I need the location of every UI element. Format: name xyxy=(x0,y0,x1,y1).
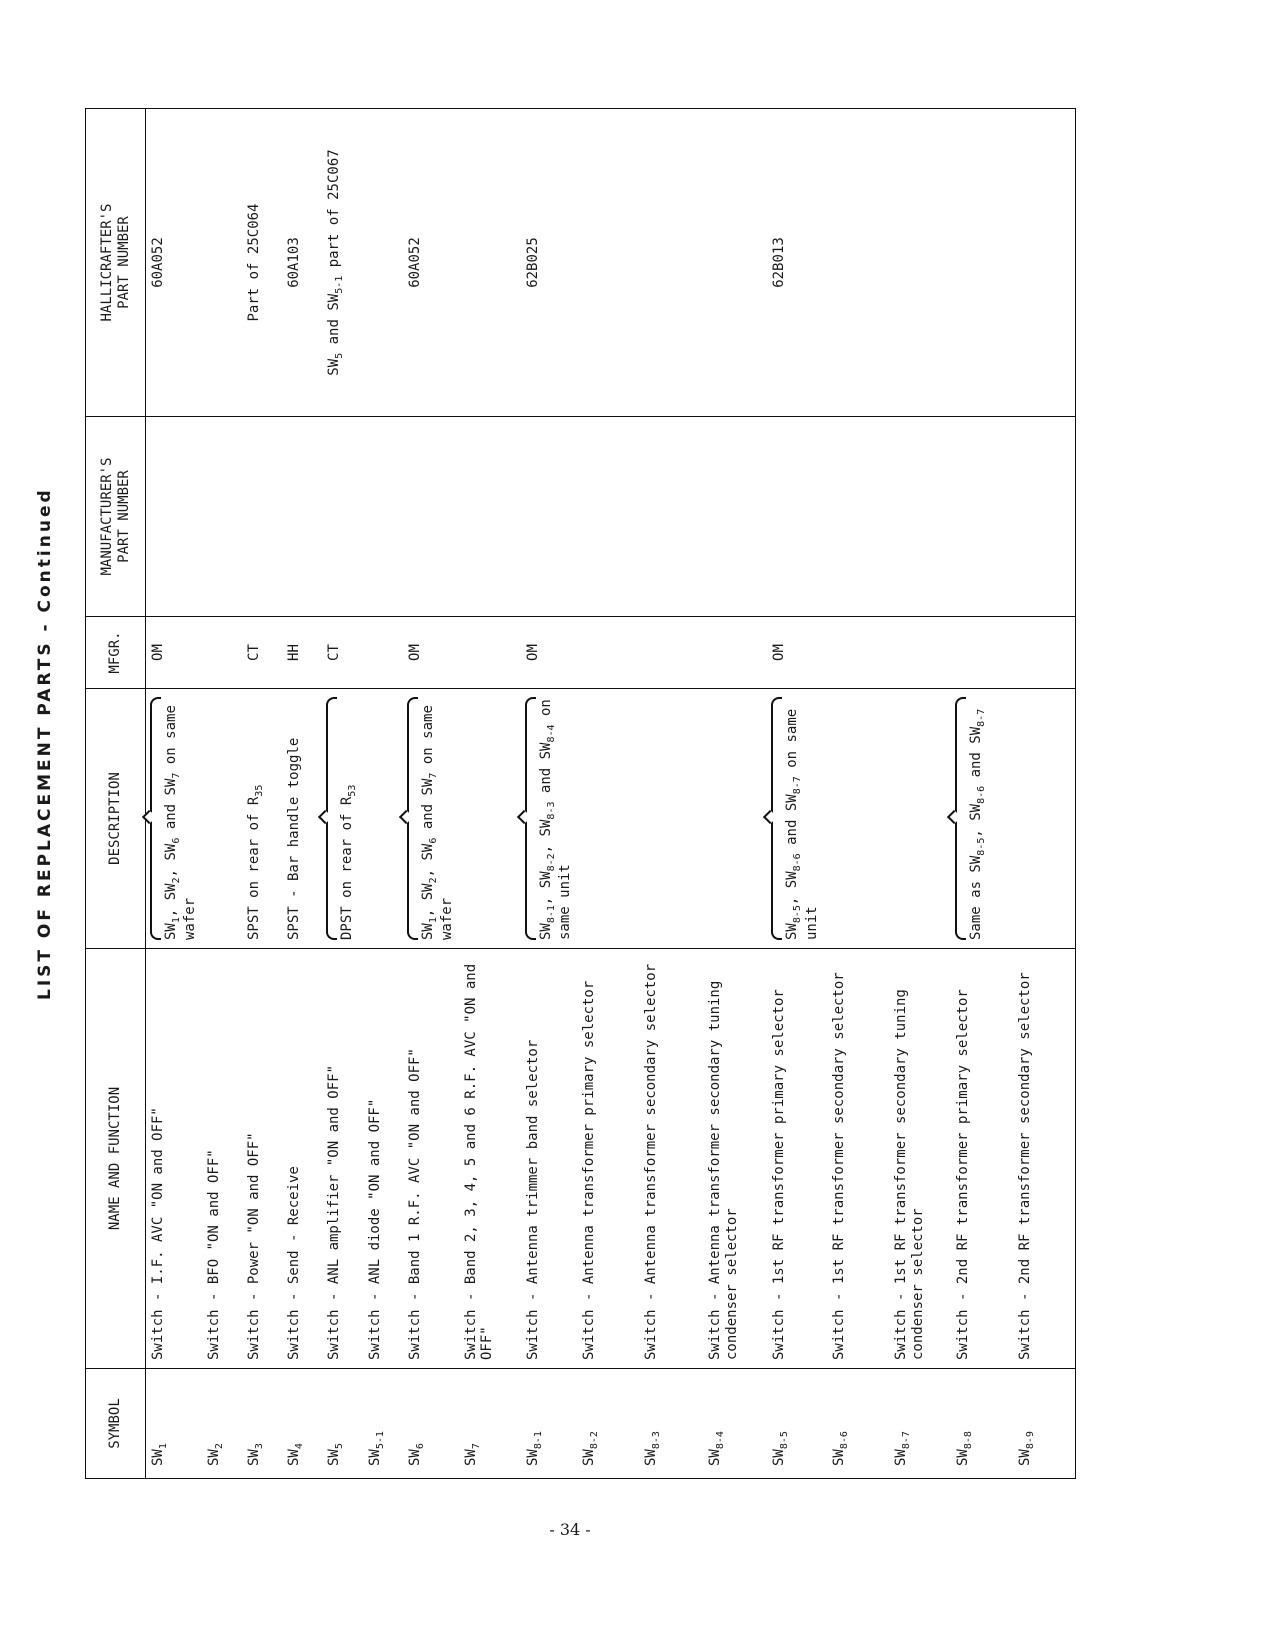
symbol-text: SW xyxy=(1017,1449,1034,1466)
description-cell xyxy=(639,689,703,949)
subscript: 5-1 xyxy=(334,275,346,294)
text-run: SW xyxy=(326,358,343,376)
symbol-subscript: 8-6 xyxy=(839,1431,851,1450)
symbol-text: SW xyxy=(406,1449,423,1466)
symbol-text: SW xyxy=(581,1449,598,1466)
symbol-text: SW xyxy=(707,1449,724,1466)
text-run: , SW xyxy=(163,843,179,878)
symbol-text: SW xyxy=(893,1449,910,1466)
subscript: 8-5 xyxy=(792,905,804,924)
manufacturer-part-cell xyxy=(282,417,322,617)
text-run: SPST on rear of R xyxy=(246,796,263,940)
table-row xyxy=(521,109,577,1479)
text-run: , SW xyxy=(419,883,436,918)
table-row xyxy=(951,109,1013,1479)
symbol-subscript: 8-3 xyxy=(651,1431,663,1450)
name-cell: Switch - Send - Receive xyxy=(282,949,322,1369)
description-text xyxy=(968,697,987,940)
header-description: DESCRIPTION xyxy=(86,689,146,949)
text-run: SW xyxy=(163,923,179,940)
text-run: , SW xyxy=(538,819,555,854)
hallicrafter-part-cell: 62B013 xyxy=(767,109,951,417)
description-cell xyxy=(282,689,322,949)
manufacturer-part-cell xyxy=(403,417,521,617)
subscript: 1 xyxy=(170,917,182,924)
description-text xyxy=(339,697,358,940)
rotated-table-container xyxy=(85,109,1037,1479)
name-cell: Switch - ANL amplifier "ON and OFF" xyxy=(322,949,362,1369)
text-run: SW xyxy=(419,923,436,940)
text-run: on same wafer xyxy=(419,705,455,940)
symbol-subscript: 5 xyxy=(334,1443,346,1450)
description-cell xyxy=(322,689,362,949)
symbol-cell xyxy=(202,1369,242,1479)
mfgr-cell xyxy=(1013,617,1075,689)
subscript: 6 xyxy=(170,837,182,844)
description-cell xyxy=(521,689,577,949)
symbol-text: SW xyxy=(366,1449,383,1466)
description-cell xyxy=(202,689,242,949)
header-name: NAME AND FUNCTION xyxy=(86,949,146,1369)
description-cell xyxy=(703,689,767,949)
table-row xyxy=(1013,109,1075,1479)
subscript: 35 xyxy=(254,784,266,797)
name-cell: Switch - Antenna transformer primary selector xyxy=(577,949,639,1369)
name-cell: Switch - Power "ON and OFF" xyxy=(242,949,282,1369)
brace-mark xyxy=(955,697,966,940)
table-row xyxy=(242,109,282,1479)
text-run: and SW xyxy=(419,778,436,838)
page-number: - 34 - xyxy=(549,1520,591,1539)
mfgr-cell: CT xyxy=(242,617,282,689)
symbol-subscript: 8-7 xyxy=(901,1431,913,1450)
manufacturer-part-cell xyxy=(521,417,767,617)
symbol-text: SW xyxy=(463,1449,480,1466)
description-cell xyxy=(1013,689,1075,949)
symbol-cell xyxy=(363,1369,403,1479)
name-cell: Switch - Antenna transformer secondary selector xyxy=(639,949,703,1369)
symbol-text: SW xyxy=(831,1449,848,1466)
table-row xyxy=(146,109,203,1479)
text-run: Same as SW xyxy=(968,855,985,940)
symbol-cell xyxy=(703,1369,767,1479)
mfgr-cell: OM xyxy=(521,617,767,689)
name-cell: Switch - Antenna transformer secondary tuning condenser selector xyxy=(703,949,767,1369)
description-text xyxy=(538,697,573,940)
symbol-text: SW xyxy=(150,1449,166,1466)
brace-mark xyxy=(525,697,536,940)
symbol-cell xyxy=(827,1369,889,1479)
text-run: SW xyxy=(538,923,555,940)
text-run: , SW xyxy=(968,803,985,838)
text-run: and SW xyxy=(163,778,179,838)
header-manufacturer-part: MANUFACTURER'S PART NUMBER xyxy=(86,417,146,617)
name-cell: Switch - 1st RF transformer primary selector xyxy=(767,949,827,1369)
subscript: 8-2 xyxy=(545,853,557,872)
hallicrafter-part-cell xyxy=(951,109,1013,417)
brace-mark xyxy=(150,697,161,940)
description-text xyxy=(784,697,819,940)
subscript: 8-4 xyxy=(545,724,557,743)
text-run: , SW xyxy=(419,843,436,878)
text-run: , SW xyxy=(163,883,179,918)
parts-table xyxy=(85,108,1076,1479)
symbol-subscript: 3 xyxy=(254,1443,266,1450)
description-cell xyxy=(767,689,827,949)
manufacturer-part-cell xyxy=(242,417,282,617)
subscript: 8-3 xyxy=(545,801,557,820)
hallicrafter-part-cell: 60A052 xyxy=(146,109,243,417)
symbol-cell xyxy=(1013,1369,1075,1479)
description-cell xyxy=(242,689,282,949)
brace-mark xyxy=(771,697,782,940)
symbol-cell xyxy=(146,1369,203,1479)
description-cell xyxy=(459,689,521,949)
symbol-text: SW xyxy=(525,1449,542,1466)
symbol-cell xyxy=(322,1369,362,1479)
description-cell xyxy=(577,689,639,949)
table-row xyxy=(403,109,459,1479)
header-symbol: SYMBOL xyxy=(86,1369,146,1479)
mfgr-cell xyxy=(951,617,1013,689)
symbol-subscript: 4 xyxy=(294,1443,306,1450)
subscript: 53 xyxy=(347,784,359,797)
header-hallicrafter-part: HALLICRAFTER'S PART NUMBER xyxy=(86,109,146,417)
symbol-text: SW xyxy=(206,1449,223,1466)
text-run: on same unit xyxy=(784,708,820,940)
brace-mark xyxy=(407,697,418,940)
name-cell: Switch - I.F. AVC "ON and OFF" xyxy=(146,949,203,1369)
symbol-subscript: 1 xyxy=(157,1443,169,1450)
symbol-cell xyxy=(639,1369,703,1479)
subscript: 2 xyxy=(170,877,182,884)
subscript: 8-6 xyxy=(976,785,988,804)
name-cell: Switch - 1st RF transformer secondary tuning condenser selector xyxy=(889,949,951,1369)
manufacturer-part-cell xyxy=(767,417,951,617)
hallicrafter-part-cell: 60A052 xyxy=(403,109,521,417)
symbol-cell xyxy=(403,1369,459,1479)
symbol-text: SW xyxy=(246,1449,263,1466)
symbol-subscript: 8-2 xyxy=(589,1431,601,1450)
table-row xyxy=(282,109,322,1479)
description-cell xyxy=(363,689,403,949)
description-text xyxy=(163,697,198,940)
symbol-cell xyxy=(459,1369,521,1479)
symbol-subscript: 7 xyxy=(470,1443,482,1450)
text-run: and SW xyxy=(784,794,801,854)
manufacturer-part-cell xyxy=(322,417,402,617)
table-row xyxy=(322,109,362,1479)
symbol-text: SW xyxy=(326,1449,343,1466)
name-cell: Switch - 2nd RF transformer secondary selector xyxy=(1013,949,1075,1369)
manufacturer-part-cell xyxy=(146,417,243,617)
mfgr-cell: CT xyxy=(322,617,402,689)
hallicrafter-part-cell: Part of 25C064 xyxy=(242,109,282,417)
name-cell: Switch - ANL diode "ON and OFF" xyxy=(363,949,403,1369)
hallicrafter-part-cell xyxy=(322,109,402,417)
hallicrafter-part-cell xyxy=(1013,109,1075,417)
header-row xyxy=(86,109,146,1479)
symbol-cell xyxy=(577,1369,639,1479)
mfgr-cell: OM xyxy=(146,617,243,689)
description-cell xyxy=(951,689,1013,949)
page-title: LIST OF REPLACEMENT PARTS - Continued xyxy=(35,487,55,1000)
symbol-cell xyxy=(767,1369,827,1479)
description-cell xyxy=(827,689,889,949)
symbol-cell xyxy=(889,1369,951,1479)
text-run: , SW xyxy=(784,871,801,906)
name-cell: Switch - Band 1 R.F. AVC "ON and OFF" xyxy=(403,949,459,1369)
subscript: 5 xyxy=(334,352,346,359)
text-run: on same wafer xyxy=(163,705,199,940)
symbol-subscript: 8-5 xyxy=(779,1431,791,1450)
text-run: SPST - Bar handle toggle xyxy=(286,737,303,940)
text-run: and SW xyxy=(538,742,555,802)
subscript: 8-7 xyxy=(792,776,804,795)
text-run: part of 25C067 xyxy=(326,149,343,276)
mfgr-cell: OM xyxy=(767,617,951,689)
text-run: SW xyxy=(784,923,801,940)
subscript: 1 xyxy=(427,917,439,924)
symbol-cell xyxy=(242,1369,282,1479)
hallicrafter-part-cell: 60A103 xyxy=(282,109,322,417)
description-text xyxy=(420,697,455,940)
subscript: 6 xyxy=(427,837,439,844)
manufacturer-part-cell xyxy=(1013,417,1075,617)
symbol-cell xyxy=(521,1369,577,1479)
subscript: 8-6 xyxy=(792,853,804,872)
symbol-cell xyxy=(282,1369,322,1479)
text-run: and SW xyxy=(326,293,343,353)
symbol-cell xyxy=(951,1369,1013,1479)
symbol-text: SW xyxy=(286,1449,303,1466)
header-mfgr: MFGR. xyxy=(86,617,146,689)
mfgr-cell: OM xyxy=(403,617,521,689)
text-run: DPST on rear of R xyxy=(339,796,356,940)
name-cell: Switch - 2nd RF transformer primary selector xyxy=(951,949,1013,1369)
subscript: 8-5 xyxy=(976,837,988,856)
symbol-text: SW xyxy=(771,1449,788,1466)
text-run: , SW xyxy=(538,871,555,906)
symbol-subscript: 8-4 xyxy=(715,1431,727,1450)
symbol-subscript: 8-9 xyxy=(1025,1431,1037,1450)
subscript: 7 xyxy=(170,772,182,779)
brace-mark xyxy=(326,697,337,940)
description-text xyxy=(286,697,302,940)
description-text xyxy=(246,697,265,940)
manufacturer-part-cell xyxy=(951,417,1013,617)
symbol-subscript: 5-1 xyxy=(374,1431,386,1450)
subscript: 7 xyxy=(427,772,439,779)
description-cell xyxy=(146,689,203,949)
symbol-subscript: 8-1 xyxy=(532,1431,544,1450)
description-cell xyxy=(889,689,951,949)
symbol-subscript: 2 xyxy=(214,1443,226,1450)
symbol-text: SW xyxy=(643,1449,660,1466)
text-run: and SW xyxy=(968,726,985,786)
name-cell: Switch - 1st RF transformer secondary selector xyxy=(827,949,889,1369)
symbol-subscript: 6 xyxy=(414,1443,426,1450)
hallicrafter-part-text xyxy=(326,117,345,408)
name-cell: Switch - Band 2, 3, 4, 5 and 6 R.F. AVC "ON and OFF" xyxy=(459,949,521,1369)
name-cell: Switch - BFO "ON and OFF" xyxy=(202,949,242,1369)
table-row xyxy=(767,109,827,1479)
hallicrafter-part-cell: 62B025 xyxy=(521,109,767,417)
symbol-subscript: 8-8 xyxy=(963,1431,975,1450)
mfgr-cell: HH xyxy=(282,617,322,689)
symbol-text: SW xyxy=(955,1449,972,1466)
text-run: on same unit xyxy=(538,699,574,940)
subscript: 2 xyxy=(427,877,439,884)
description-cell xyxy=(403,689,459,949)
subscript: 8-7 xyxy=(976,708,988,727)
subscript: 8-1 xyxy=(545,905,557,924)
name-cell: Switch - Antenna trimmer band selector xyxy=(521,949,577,1369)
